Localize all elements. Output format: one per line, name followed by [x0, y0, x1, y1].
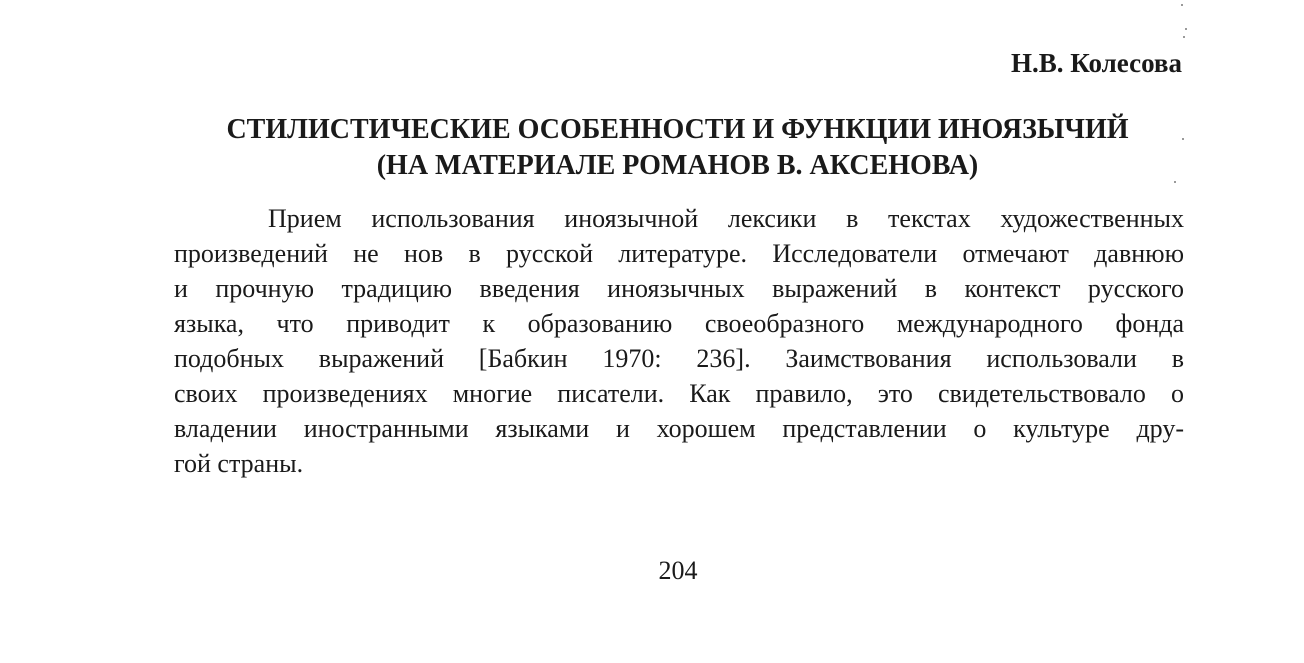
scan-speck — [1185, 28, 1187, 30]
title-line: (НА МАТЕРИАЛЕ РОМАНОВ В. АКСЕНОВА) — [376, 150, 979, 181]
paragraph-line: языка, что приводит к образованию своеобразного международного фонда — [174, 309, 1184, 338]
paragraph-line: гой страны. — [174, 449, 304, 478]
scan-speck — [1182, 138, 1184, 140]
title-line: СТИЛИСТИЧЕСКИЕ ОСОБЕННОСТИ И ФУНКЦИИ ИНОЯЗЫЧИЙ — [226, 114, 1129, 145]
paragraph-line: владении иностранными языками и хорошем представлении о культуре дру- — [174, 414, 1184, 443]
article-title — [160, 112, 1195, 184]
paragraph-line: Прием использования иноязычной лексики в текстах художественных — [268, 204, 1184, 233]
paragraph-line: произведений не нов в русской литературе. Исследователи отмечают давнюю — [174, 239, 1184, 268]
paragraph-line: своих произведениях многие писатели. Как правило, это свидетельствовало о — [174, 379, 1184, 408]
scan-speck — [1181, 4, 1183, 6]
page-number: 204 — [658, 556, 698, 585]
paragraph-line: подобных выражений [Бабкин 1970: 236]. Заимствования использовали в — [174, 344, 1184, 373]
scan-speck — [1183, 36, 1185, 38]
author-name: Н.В. Колесова — [1011, 48, 1182, 78]
body-paragraph — [174, 201, 1184, 481]
paragraph-line: и прочную традицию введения иноязычных выражений в контекст русского — [174, 274, 1184, 303]
scan-speck — [1174, 181, 1176, 183]
